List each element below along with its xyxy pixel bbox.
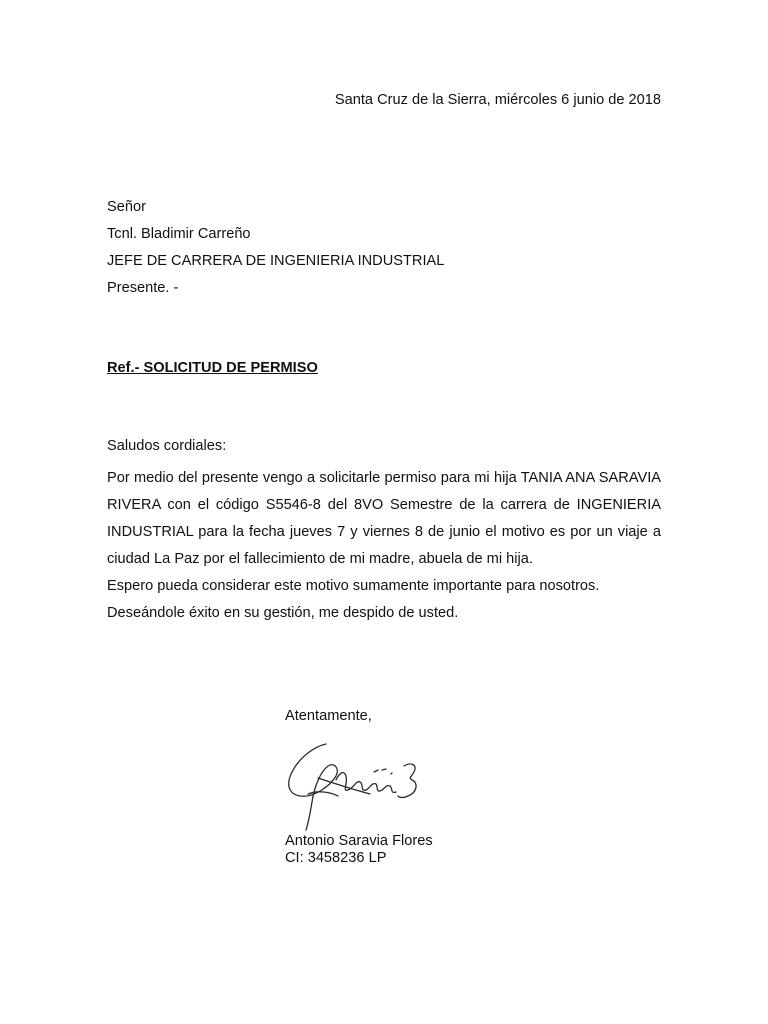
- recipient-salutation: Señor: [107, 199, 146, 215]
- recipient-block: [107, 199, 444, 307]
- body-line-request: Espero pueda considerar este motivo sumamente importante para nosotros.: [107, 578, 600, 594]
- signer-block: [285, 833, 433, 867]
- handwritten-signature: [278, 736, 428, 832]
- signer-name: Antonio Saravia Flores: [285, 833, 433, 849]
- reference-line: Ref.- SOLICITUD DE PERMISO: [107, 360, 318, 376]
- recipient-name: Tcnl. Bladimir Carreño: [107, 226, 251, 242]
- body-paragraph: Por medio del presente vengo a solicitarle permiso para mi hija TANIA ANA SARAVIA RIVERA con el código S5546-8 del 8VO Semestre de la carrera de INGENIERIA INDUSTRIAL para la fecha jueves 7 y viernes 8 de junio el motivo es por un viaje a ciudad La Paz por el fallecimiento de mi madre, abuela de mi hija.: [107, 470, 661, 567]
- closing: Atentamente,: [285, 708, 372, 724]
- body-line-farewell: Deseándole éxito en su gestión, me despido de usted.: [107, 605, 459, 621]
- recipient-presente: Presente. -: [107, 280, 179, 296]
- signer-id: CI: 3458236 LP: [285, 850, 387, 866]
- date-line: Santa Cruz de la Sierra, miércoles 6 junio de 2018: [334, 92, 661, 108]
- letter-body: [107, 438, 661, 627]
- recipient-title: JEFE DE CARRERA DE INGENIERIA INDUSTRIAL: [107, 253, 445, 269]
- greeting: Saludos cordiales:: [107, 438, 227, 454]
